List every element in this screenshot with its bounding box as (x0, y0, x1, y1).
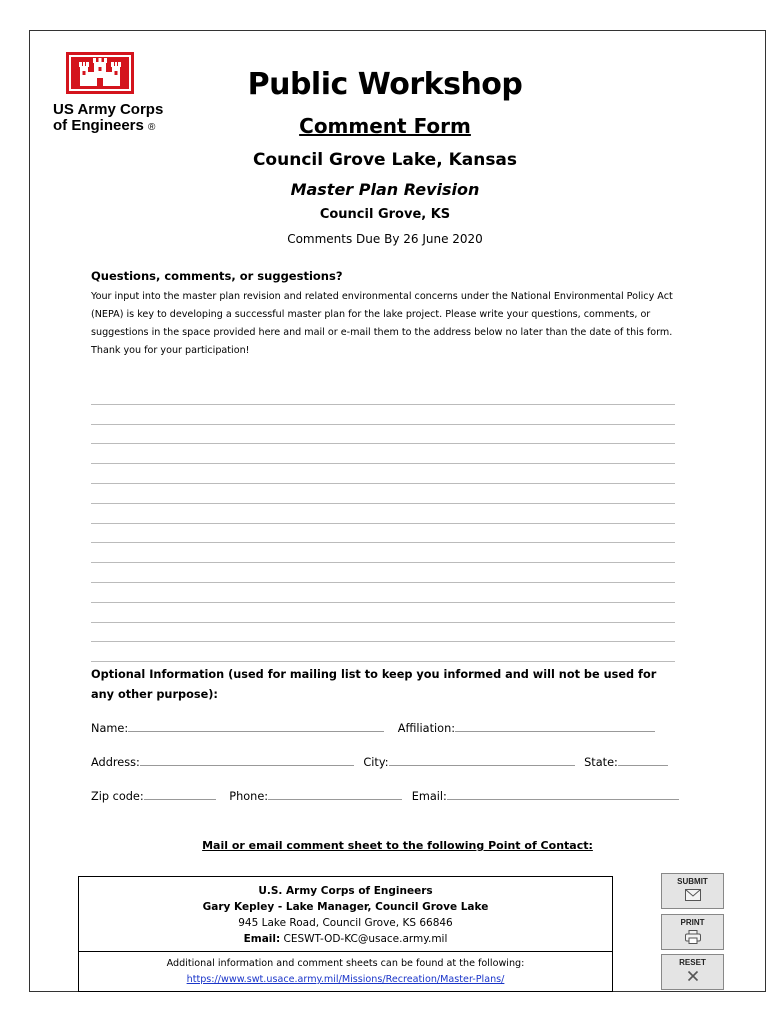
logo-wordmark (53, 102, 213, 136)
address-field[interactable] (140, 753, 354, 766)
contact-email-label: Email: (243, 933, 281, 945)
zip-label: Zip code: (91, 790, 144, 803)
mail-heading: Mail or email comment sheet to the following Point of Contact: (202, 839, 593, 852)
reset-label: RESET (679, 958, 706, 967)
comment-line[interactable] (91, 484, 675, 504)
lake-name: Council Grove Lake, Kansas (252, 150, 518, 170)
logo-line-1: US Army Corps (53, 101, 164, 118)
state-label: State: (584, 756, 618, 769)
plan-name: Master Plan Revision (290, 180, 480, 199)
email-field[interactable] (447, 787, 679, 800)
comment-line[interactable] (91, 543, 675, 563)
comment-line[interactable] (91, 563, 675, 583)
contact-person: Gary Kepley - Lake Manager, Council Grove Lake (202, 901, 489, 913)
master-plans-link[interactable]: https://www.swt.usace.army.mil/Missions/Recreation/Master-Plans/ (186, 974, 505, 985)
affiliation-field[interactable] (455, 719, 655, 732)
additional-text: Additional information and comment sheets can be found at the following: (166, 958, 525, 969)
city-label: City: (363, 756, 389, 769)
comment-line[interactable] (91, 444, 675, 464)
name-row (91, 719, 661, 735)
contact-box (78, 876, 613, 992)
usace-logo (53, 52, 213, 136)
contact-email[interactable]: CESWT-OD-KC@usace.army.mil (280, 933, 448, 945)
comment-line[interactable] (91, 603, 675, 623)
registered-mark: ® (148, 122, 156, 133)
print-button[interactable] (661, 914, 724, 950)
comment-line[interactable] (91, 425, 675, 445)
logo-line-2: of Engineers ® (53, 117, 156, 134)
zip-row (91, 787, 679, 803)
optional-info-heading: Optional Information (used for mailing list to keep you informed and will not be used for any other purpose): (91, 668, 657, 701)
envelope-icon (685, 889, 701, 901)
affiliation-label: Affiliation: (397, 722, 456, 735)
comment-line[interactable] (91, 583, 675, 603)
intro-paragraph: Your input into the master plan revision and related environmental concerns under the National Environmental Policy Act (NEPA) is key to developing a successful master plan for the lake project. Please write your questions, comments, or suggestions in the space provided here and mail or e-mail them to the address below no later than the date of this form. Thank you for your participation! (91, 291, 673, 356)
comment-textarea[interactable] (91, 385, 675, 662)
comment-line[interactable] (91, 405, 675, 425)
phone-label: Phone: (229, 790, 269, 803)
email-label: Email: (411, 790, 447, 803)
contact-address: 945 Lake Road, Council Grove, KS 66846 (238, 917, 453, 929)
comment-line[interactable] (91, 623, 675, 643)
comment-line[interactable] (91, 504, 675, 524)
form-page (29, 30, 766, 992)
address-label: Address: (91, 756, 140, 769)
state-field[interactable] (618, 753, 668, 766)
contact-email-row (79, 931, 612, 947)
comment-line[interactable] (91, 642, 675, 662)
contact-org: U.S. Army Corps of Engineers (258, 885, 433, 897)
comment-line[interactable] (91, 524, 675, 544)
form-header (230, 61, 540, 246)
town-name: Council Grove, KS (319, 207, 451, 222)
close-icon (687, 970, 699, 982)
address-row (91, 753, 668, 769)
questions-heading: Questions, comments, or suggestions? (91, 269, 343, 283)
city-field[interactable] (389, 753, 575, 766)
reset-button[interactable] (661, 954, 724, 990)
form-subtitle: Comment Form (299, 114, 471, 138)
submit-label: SUBMIT (677, 877, 708, 886)
castle-icon (66, 52, 134, 94)
due-date: Comments Due By 26 June 2020 (287, 232, 483, 246)
comment-line[interactable] (91, 464, 675, 484)
phone-field[interactable] (268, 787, 402, 800)
additional-info (79, 951, 612, 988)
name-field[interactable] (128, 719, 384, 732)
submit-button[interactable] (661, 873, 724, 909)
zip-field[interactable] (144, 787, 216, 800)
printer-icon (685, 930, 701, 944)
page-title: Public Workshop (247, 67, 523, 102)
comment-line[interactable] (91, 385, 675, 405)
name-label: Name: (91, 722, 129, 735)
print-label: PRINT (680, 918, 705, 927)
